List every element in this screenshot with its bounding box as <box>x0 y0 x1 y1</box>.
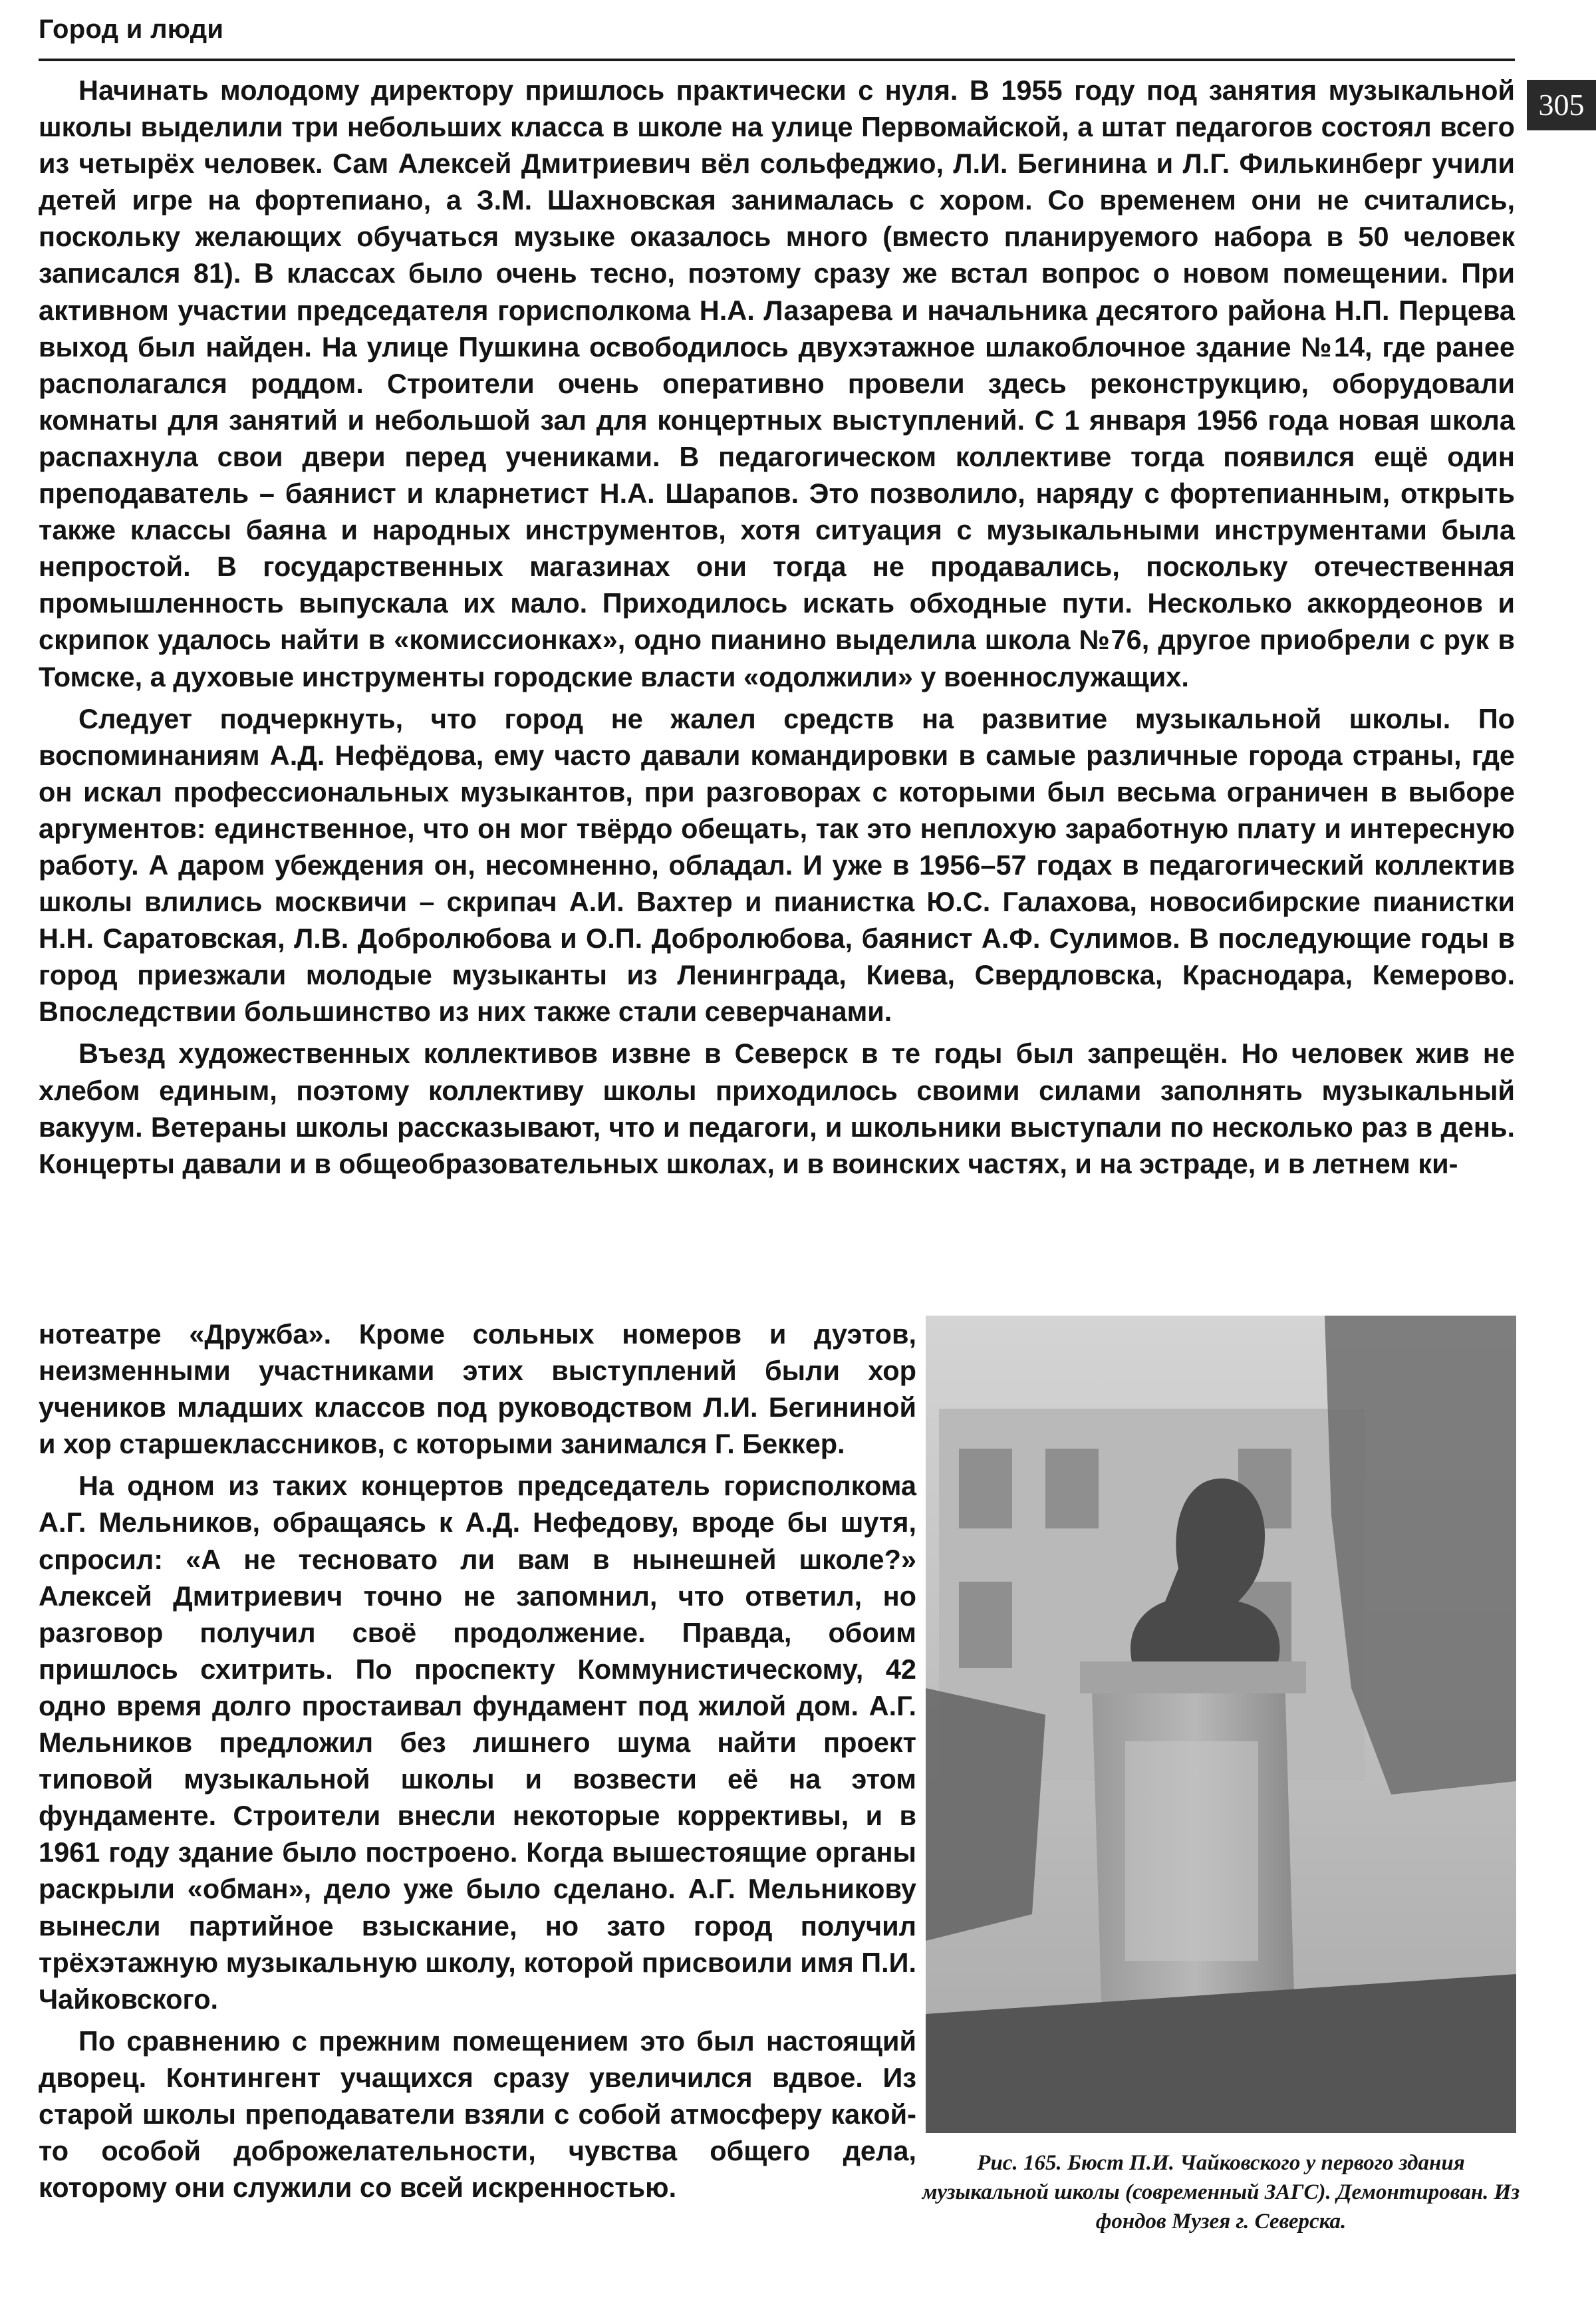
pedestal-plaque <box>1125 1741 1258 1961</box>
bust-photograph <box>926 1316 1516 2133</box>
running-head: Город и люди <box>39 15 224 44</box>
photo-illustration <box>926 1316 1516 2133</box>
pedestal-cap <box>1080 1661 1306 1693</box>
header-rule <box>39 59 1515 61</box>
page-number: 305 <box>1527 80 1596 130</box>
paragraph: Въезд художественных коллективов извне в Северск в те годы был запрещён. Но человек жив не хлебом единым, поэтому коллективу школы приходилось своими силами заполнять музыкальный вакуум. Ветераны школы рассказывают, что и педагоги, и школьники выступали по несколько раз в день. Концерты давали и в общеобразовательных школах, и в воинских частях, и на эстраде, и в летнем ки- <box>39 1038 1515 1179</box>
full-width-text <box>39 72 1515 1187</box>
paragraph: Начинать молодому директору пришлось практически с нуля. В 1955 году под занятия музыкальной школы выделили три небольших класса в школе на улице Первомайской, а штат педагогов состоял всего из четырёх человек. Сам Алексей Дмитриевич вёл сольфеджио, Л.И. Бегинина и Л.Г. Филькинберг учили детей игре на фортепиано, а З.М. Шахновская занималась с хором. Со временем они не считались, поскольку желающих обучаться музыке оказалось много (вместо планируемого набора в 50 человек записался 81). В классах было очень тесно, поэтому сразу же встал вопрос о новом помещении. При активном участии председателя горисполкома Н.А. Лазарева и начальника десятого района Н.П. Перцева выход был найден. На улице Пушкина освободилось двухэтажное шлакоблочное здание №14, где ранее располагался роддом. Строители очень оперативно провели здесь реконструкцию, оборудовали комнаты для занятий и небольшой зал для концертных выступлений. С 1 января 1956 года новая школа распахнула свои двери перед учениками. В педагогическом коллективе тогда появился ещё один преподаватель – баянист и кларнетист Н.А. Шарапов. Это позволило, наряду с фортепианным, открыть также классы баяна и народных инструментов, хотя ситуация с музыкальными инструментами была непростой. В государственных магазинах они тогда не продавались, поскольку отечественная промышленность выпускала их мало. Приходилось искать обходные пути. Несколько аккордеонов и скрипок удалось найти в «комиссионках», одно пианино выделила школа №76, другое приобрели с рук в Томске, а духовые инструменты городские власти «одолжили» у военнослужащих. <box>39 74 1515 692</box>
left-column-text <box>39 1316 916 2211</box>
left-foliage <box>926 1688 1045 1941</box>
paragraph: На одном из таких концертов председатель горисполкома А.Г. Мельников, обращаясь к А.Д. Нефедову, вроде бы шутя, спросил: «А не тесновато ли вам в нынешней школе?» Алексей Дмитриевич точно не запомнил, что ответил, но разговор получил своё продолжение. Правда, обоим пришлось схитрить. По проспекту Коммунистическому, 42 одно время долго простаивал фундамент под жилой дом. А.Г. Мельников предложил без лишнего шума найти проект типовой музыкальной школы и возвести её на этом фундаменте. Строители внесли некоторые коррективы, и в 1961 году здание было построено. Когда вышестоящие органы раскрыли «обман», дело уже было сделано. А.Г. Мельникову вынесли партийное взыскание, но зато город получил трёхэтажную музыкальную школу, которой присвоили имя П.И. Чайковского. <box>39 1470 916 2015</box>
paragraph: Следует подчеркнуть, что город не жалел средств на развитие музыкальной школы. По воспоминаниям А.Д. Нефёдова, ему часто давали командировки в самые различные города страны, где он искал профессиональных музыкантов, при разговорах с которыми был весьма ограничен в выборе аргументов: единственное, что он мог твёрдо обещать, так это неплохую заработную плату и интересную работу. А даром убеждения он, несомненно, обладал. И уже в 1956–57 годах в педагогический коллектив школы влились москвичи – скрипач А.И. Вахтер и пианистка Ю.С. Галахова, новосибирские пианистки Н.Н. Саратовская, Л.В. Добролюбова и О.П. Добролюбова, баянист А.Ф. Сулимов. В последующие годы в город приезжали молодые музыканты из Ленинграда, Киева, Свердловска, Краснодара, Кемерово. Впоследствии большинство из них также стали северчанами. <box>39 702 1515 1028</box>
paragraph: По сравнению с прежним помещением это был настоящий дворец. Контингент учащихся сразу увеличился вдвое. Из старой школы преподаватели взяли с собой атмосферу какой-то особой доброжелательности, чувства общего дела, которому они служили со всей искренностью. <box>39 2025 916 2204</box>
figure-caption: Рис. 165. Бюст П.И. Чайковского у первого здания музыкальной школы (современный ЗАГС). Демонтирован. Из фондов Музея г. Северска. <box>922 2151 1520 2233</box>
paragraph: нотеатре «Дружба». Кроме сольных номеров и дуэтов, неизменными участниками этих выступлений были хор учеников младших классов под руководством Л.И. Бегининой и хор старшеклассников, с которыми занимался Г. Беккер. <box>39 1318 916 1460</box>
